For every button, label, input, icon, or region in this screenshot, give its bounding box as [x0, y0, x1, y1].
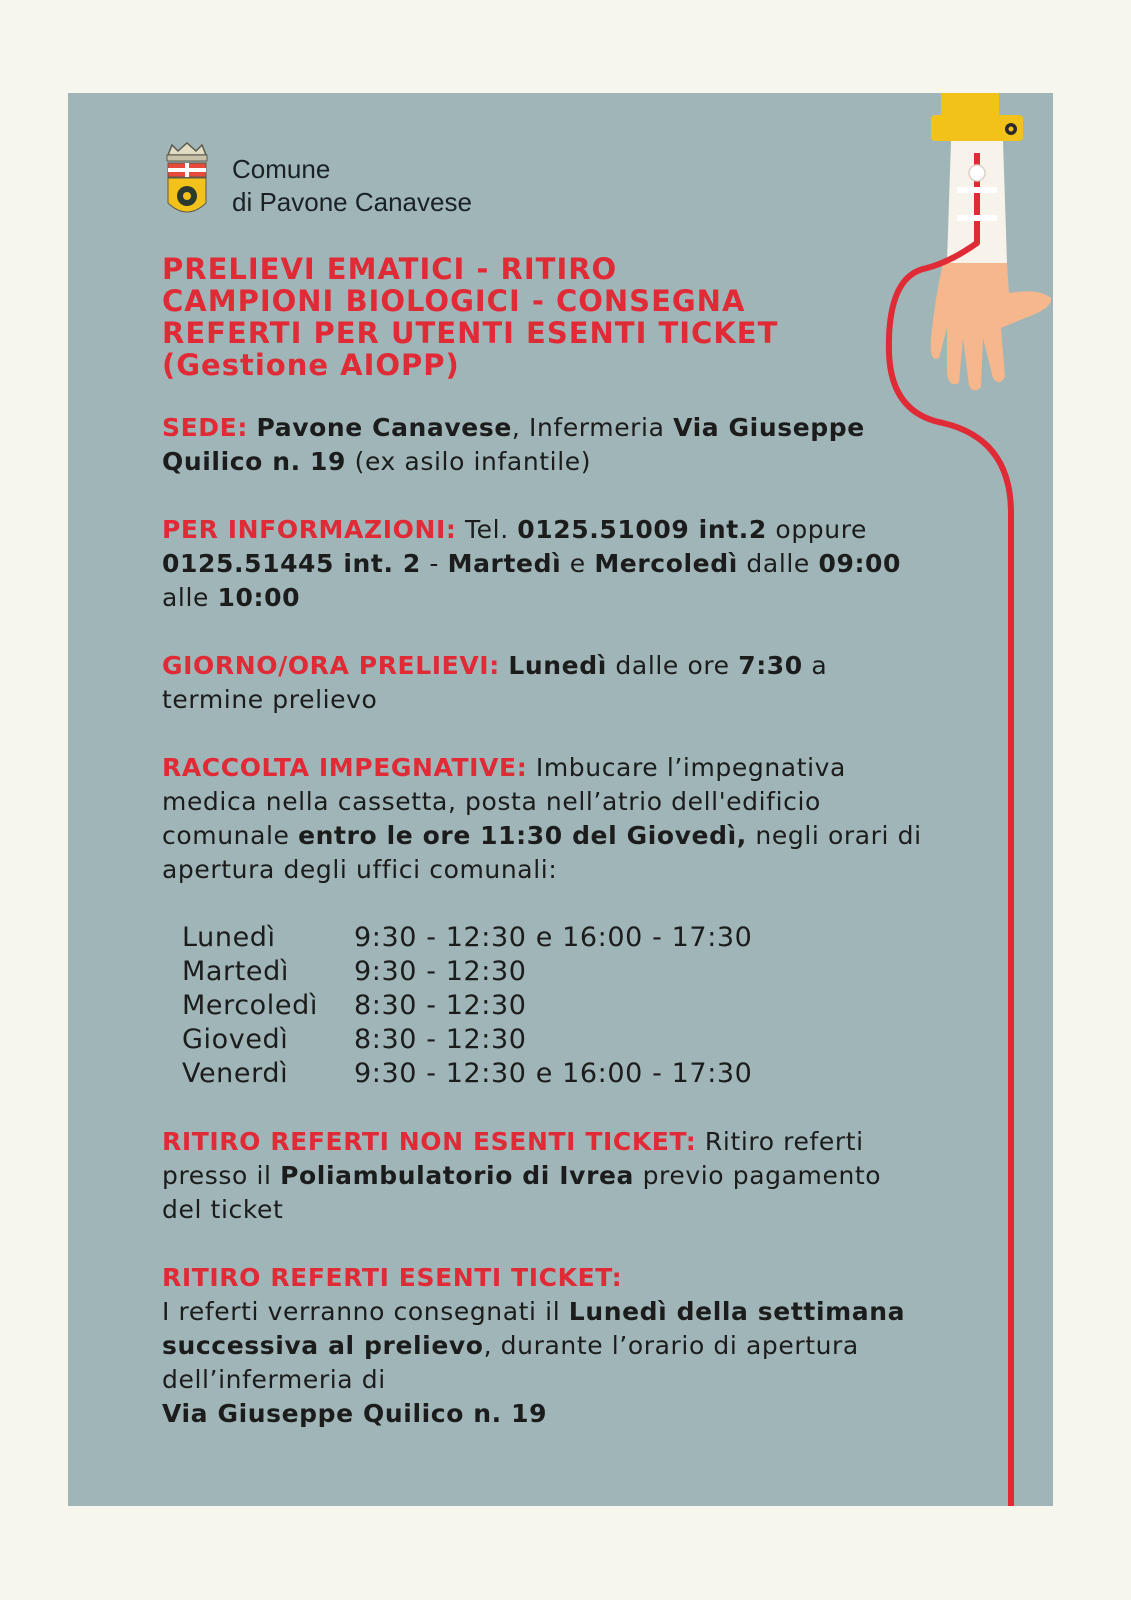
info-dash: - [420, 549, 448, 578]
raccolta-deadline: entro le ore 11:30 del Giovedì, [298, 821, 747, 850]
info-e: e [561, 549, 595, 578]
schedule-day: Mercoledì [182, 990, 318, 1021]
table-row [182, 1023, 752, 1057]
title-line-3: REFERTI PER UTENTI ESENTI TICKET [162, 316, 779, 350]
schedule-hours: 9:30 - 12:30 e 16:00 - 17:30 [354, 922, 753, 953]
info-time-from: 09:00 [818, 549, 902, 578]
section-esenti [162, 1261, 922, 1431]
non-esenti-text-1: Ritiro referti presso il [162, 1127, 864, 1190]
coat-of-arms-icon [162, 141, 212, 221]
table-row [182, 1057, 752, 1091]
title-line-4: (Gestione AIOPP) [162, 348, 460, 382]
section-raccolta [162, 751, 922, 887]
schedule-hours: 9:30 - 12:30 e 16:00 - 17:30 [354, 1058, 753, 1089]
info-label: PER INFORMAZIONI: [162, 515, 457, 544]
raccolta-label: RACCOLTA IMPEGNATIVE: [162, 753, 528, 782]
giorno-day: Lunedì [508, 651, 607, 680]
municipality-line-2: di Pavone Canavese [232, 187, 472, 217]
info-day-2: Mercoledì [594, 549, 738, 578]
sede-place: Pavone Canavese [256, 413, 512, 442]
sede-label: SEDE: [162, 413, 248, 442]
schedule-hours: 9:30 - 12:30 [354, 956, 527, 987]
info-alle: alle [162, 583, 218, 612]
info-phone-1: 0125.51009 int.2 [517, 515, 767, 544]
info-time-to: 10:00 [217, 583, 301, 612]
hand-with-iv-tube-icon [883, 93, 1053, 1506]
section-giorno-ora [162, 649, 922, 717]
section-non-esenti [162, 1125, 922, 1227]
info-dalle: dalle [737, 549, 819, 578]
giorno-time: 7:30 [738, 651, 803, 680]
info-phone-2: 0125.51445 int. 2 [162, 549, 421, 578]
title-line-2: CAMPIONI BIOLOGICI - CONSEGNA [162, 284, 746, 318]
office-hours-table [182, 921, 752, 1091]
schedule-day: Martedì [182, 956, 289, 987]
flyer-panel [68, 93, 1053, 1506]
schedule-day: Venerdì [182, 1058, 289, 1089]
giorno-dalle: dalle ore [606, 651, 739, 680]
non-esenti-text-2: previo pagamento del ticket [162, 1161, 882, 1224]
giorno-label: GIORNO/ORA PRELIEVI: [162, 651, 500, 680]
non-esenti-place: Poliambulatorio di Ivrea [280, 1161, 635, 1190]
esenti-when: Lunedì della settimana successiva al prelievo [162, 1297, 906, 1360]
info-oppure: oppure [766, 515, 868, 544]
schedule-hours: 8:30 - 12:30 [354, 1024, 527, 1055]
municipality-header [162, 141, 472, 221]
esenti-address: Via Giuseppe Quilico n. 19 [162, 1399, 548, 1428]
title-line-1: PRELIEVI EMATICI - RITIRO [162, 252, 618, 286]
esenti-text-1: I referti verranno consegnati il [162, 1297, 569, 1326]
raccolta-text-2: negli orari di apertura degli uffici comunali: [162, 821, 922, 884]
municipality-line-1: Comune [232, 154, 331, 184]
section-sede [162, 411, 922, 479]
schedule-day: Lunedì [182, 922, 276, 953]
sede-address: Via Giuseppe Quilico n. 19 [162, 413, 865, 476]
esenti-text-2: , durante l’orario di apertura dell’infermeria di [162, 1331, 859, 1394]
info-day-1: Martedì [447, 549, 562, 578]
schedule-day: Giovedì [182, 1024, 289, 1055]
sede-note: (ex asilo infantile) [346, 447, 592, 476]
flyer-title [162, 253, 882, 381]
non-esenti-label: RITIRO REFERTI NON ESENTI TICKET: [162, 1127, 697, 1156]
table-row [182, 989, 752, 1023]
info-tel-prefix: Tel. [456, 515, 518, 544]
giorno-rest: a termine prelievo [162, 651, 828, 714]
municipality-name [232, 153, 472, 219]
esenti-label: RITIRO REFERTI ESENTI TICKET: [162, 1263, 623, 1292]
table-row [182, 921, 752, 955]
sede-separator: , Infermeria [511, 413, 674, 442]
table-row [182, 955, 752, 989]
raccolta-text-1: Imbucare l’impegnativa medica nella cassetta, posta nell’atrio dell'edificio comunale [162, 753, 846, 850]
schedule-hours: 8:30 - 12:30 [354, 990, 527, 1021]
section-informazioni [162, 513, 922, 615]
flyer-content [162, 411, 922, 1465]
